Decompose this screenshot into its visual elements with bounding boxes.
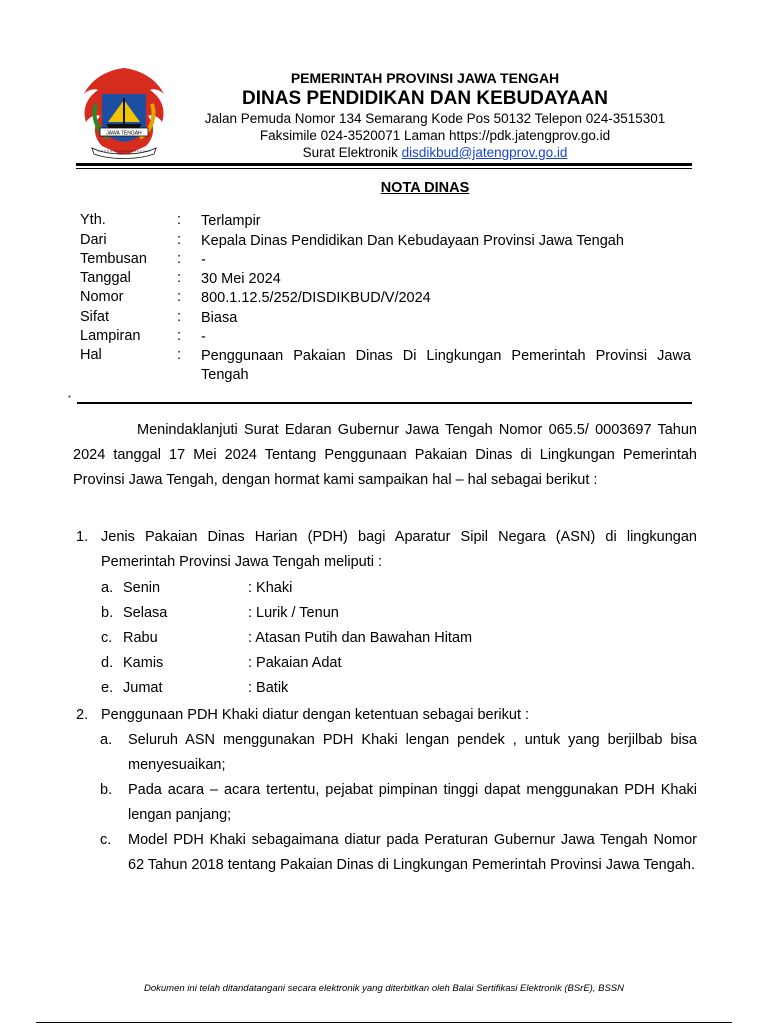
field-label: Nomor: [80, 289, 124, 305]
field-value-dari: Kepala Dinas Pendidikan Dan Kebudayaan Provinsi Jawa Tengah: [201, 233, 624, 249]
field-colon: :: [177, 212, 182, 228]
document-title: NOTA DINAS: [380, 180, 470, 196]
org-email-label: Surat Elektronik: [302, 145, 398, 160]
field-colon: :: [177, 232, 182, 248]
day-uniform: : Batik: [248, 680, 289, 696]
field-label: Tanggal: [80, 270, 131, 286]
day-name: Kamis: [123, 655, 164, 671]
day-letter: e.: [101, 680, 114, 696]
day-uniform: : Lurik / Tenun: [248, 605, 339, 621]
sub-text: Model PDH Khaki sebagaimana diatur pada Peraturan Gubernur Jawa Tengah Nomor 62 Tahun 2018 tentang Pakaian Dinas di Lingkungan Pemerintah Provinsi Jawa Tengah.: [128, 832, 697, 873]
field-label: Sifat: [80, 309, 110, 325]
day-uniform: : Pakaian Adat: [248, 655, 342, 671]
sub-letter: b.: [100, 782, 113, 798]
sub-letter: a.: [100, 732, 113, 748]
field-label: Lampiran: [80, 328, 141, 344]
org-address: Jalan Pemuda Nomor 134 Semarang Kode Pos 50132 Telepon 024-3515301: [204, 111, 666, 126]
day-name: Jumat: [123, 680, 163, 696]
day-uniform: : Atasan Putih dan Bawahan Hitam: [248, 630, 473, 646]
day-name: Selasa: [123, 605, 168, 621]
org-email-line: [190, 144, 680, 161]
field-value-lampiran: -: [201, 329, 206, 345]
day-uniform: : Khaki: [248, 580, 293, 596]
field-label: Yth.: [80, 212, 106, 228]
field-colon: :: [177, 270, 182, 286]
page-bottom-rule: [36, 1022, 732, 1023]
field-colon: :: [177, 347, 182, 363]
field-label: Dari: [80, 232, 107, 248]
letterhead-rule-thick: [76, 163, 692, 166]
header-separator-rule: [77, 402, 692, 404]
field-label: Tembusan: [80, 251, 147, 267]
day-letter: b.: [101, 605, 114, 621]
field-value-hal: Penggunaan Pakaian Dinas Di Lingkungan Pemerintah Provinsi Jawa Tengah: [201, 348, 691, 383]
day-name: Rabu: [123, 630, 158, 646]
sub-letter: c.: [100, 832, 112, 848]
field-label: Hal: [80, 347, 102, 363]
field-value-nomor: 800.1.12.5/252/DISDIKBUD/V/2024: [201, 290, 431, 306]
list-number: 2.: [76, 707, 89, 723]
logo-motto: JAWA TENGAH: [106, 130, 142, 137]
jawa-tengah-emblem-logo: [78, 64, 170, 160]
field-colon: :: [177, 251, 182, 267]
field-value-tanggal: 30 Mei 2024: [201, 271, 281, 287]
field-colon: :: [177, 309, 182, 325]
esignature-footer-note: Dokumen ini telah ditandatangani secara elektronik yang diterbitkan oleh Balai Sertifikasi Elektronik (BSrE), BSSN: [144, 983, 624, 994]
org-department-name: DINAS PENDIDIKAN DAN KEBUDAYAAN: [242, 88, 608, 109]
day-letter: a.: [101, 580, 114, 596]
field-colon: :: [177, 328, 182, 344]
sub-text: Pada acara – acara tertentu, pejabat pimpinan tinggi dapat menggunakan PDH Khaki lengan panjang;: [128, 782, 697, 823]
org-fax-website: Faksimile 024-3520071 Laman https://pdk.jatengprov.go.id: [259, 128, 611, 143]
day-letter: c.: [101, 630, 113, 646]
day-name: Senin: [123, 580, 161, 596]
sub-text: Seluruh ASN menggunakan PDH Khaki lengan pendek , untuk yang berjilbab bisa menyesuaikan;: [128, 732, 697, 773]
org-government-name: PEMERINTAH PROVINSI JAWA TENGAH: [290, 70, 560, 86]
org-email-link[interactable]: disdikbud@jatengprov.go.id: [401, 145, 568, 160]
intro-paragraph: Menindaklanjuti Surat Edaran Gubernur Jawa Tengah Nomor 065.5/ 0003697 Tahun 2024 tanggal 17 Mei 2024 Tentang Penggunaan Pakaian Dinas di Lingkungan Pemerintah Provinsi Jawa Tengah, dengan hormat kami sampaikan hal – hal sebagai berikut :: [73, 422, 697, 488]
field-colon: :: [177, 289, 182, 305]
day-letter: d.: [101, 655, 114, 671]
list-item-text: Jenis Pakaian Dinas Harian (PDH) bagi Aparatur Sipil Negara (ASN) di lingkungan Pemerintah Provinsi Jawa Tengah meliputi :: [101, 529, 697, 570]
list-number: 1.: [76, 529, 89, 545]
field-value-sifat: Biasa: [201, 310, 238, 326]
field-value-yth: Terlampir: [201, 213, 261, 229]
margin-dot: ▪: [68, 392, 71, 401]
field-value-tembusan: -: [201, 252, 206, 268]
org-contact-block: [190, 110, 680, 161]
list-item-text: Penggunaan PDH Khaki diatur dengan ketentuan sebagai berikut :: [101, 707, 530, 723]
letterhead-rule-thin: [76, 168, 692, 169]
